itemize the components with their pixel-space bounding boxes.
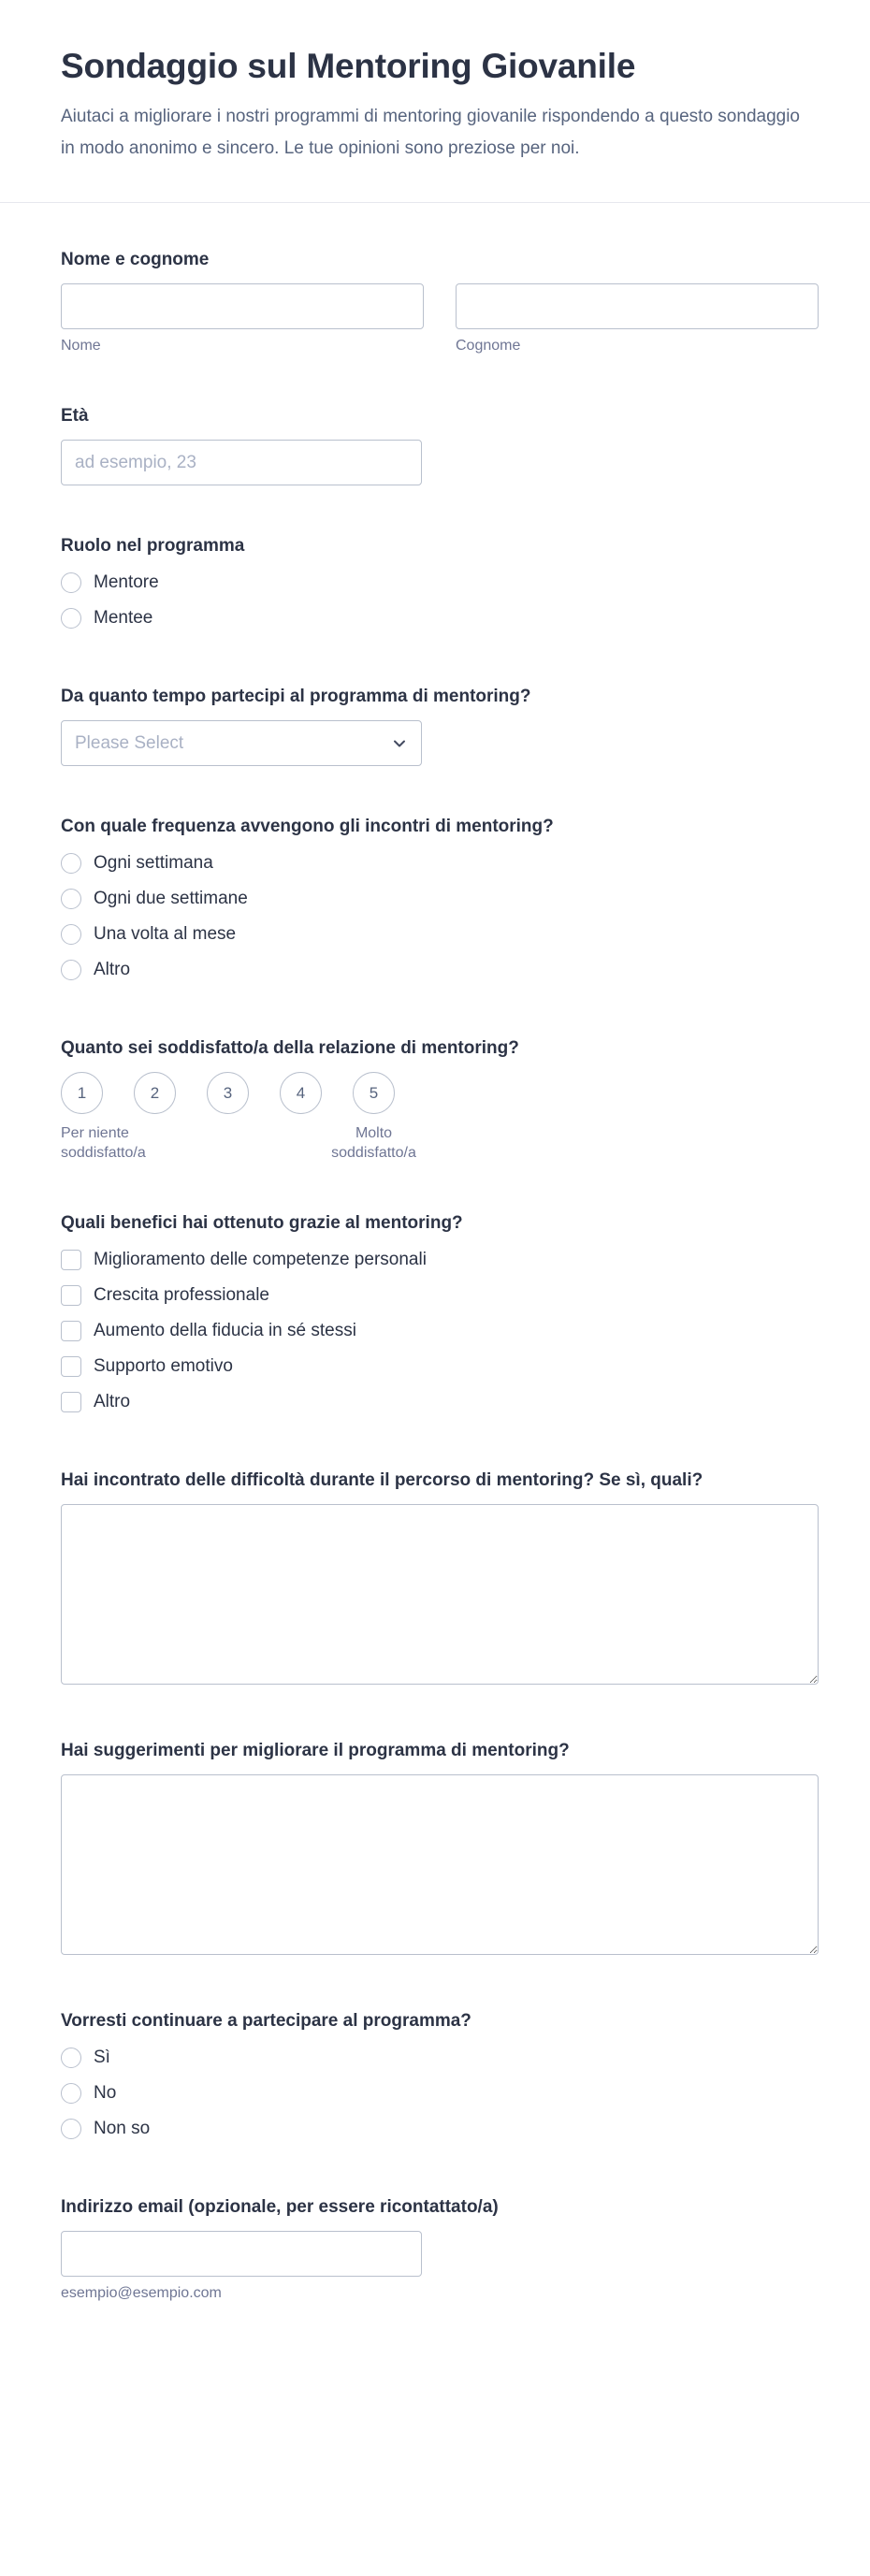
question-label: Nome e cognome — [61, 250, 210, 269]
option-label[interactable]: Altro — [94, 960, 131, 979]
scale-option-3[interactable]: 3 — [207, 1072, 249, 1114]
suggestions-textarea[interactable] — [61, 1774, 819, 1955]
option-label[interactable]: Supporto emotivo — [94, 1356, 233, 1376]
full-name-row — [61, 283, 819, 355]
checkbox-option-miglioramento-competenze[interactable] — [61, 1242, 819, 1278]
scale-max-label: Molto soddisfatto/a — [331, 1125, 416, 1161]
question-label: Hai suggerimenti per migliorare il programma di mentoring? — [61, 1741, 570, 1760]
field-age — [61, 404, 819, 485]
form-title: Sondaggio sul Mentoring Giovanile — [61, 47, 636, 85]
checkbox-icon[interactable] — [61, 1285, 81, 1306]
radio-option-altro[interactable] — [61, 952, 819, 988]
scale-option-2[interactable]: 2 — [134, 1072, 176, 1114]
field-full-name — [61, 248, 819, 355]
radio-icon[interactable] — [61, 2119, 81, 2139]
scale-labels — [61, 1123, 819, 1163]
question-label: Ruolo nel programma — [61, 536, 245, 556]
checkbox-icon[interactable] — [61, 1321, 81, 1341]
radio-option-una-volta-al-mese[interactable] — [61, 917, 819, 952]
checkbox-icon[interactable] — [61, 1392, 81, 1412]
age-input[interactable] — [61, 440, 422, 485]
scale-option-4[interactable]: 4 — [280, 1072, 322, 1114]
field-satisfaction-scale — [61, 1036, 819, 1163]
option-label[interactable]: Mentore — [94, 572, 159, 592]
question-label: Indirizzo email (opzionale, per essere ricontattato/a) — [61, 2197, 499, 2217]
scale-option-1[interactable]: 1 — [61, 1072, 103, 1114]
radio-icon[interactable] — [61, 2083, 81, 2104]
radio-icon[interactable] — [61, 608, 81, 629]
email-sublabel: esempio@esempio.com — [61, 2285, 222, 2301]
difficulties-textarea[interactable] — [61, 1504, 819, 1685]
scale-row — [61, 1072, 819, 1114]
chevron-down-icon[interactable] — [390, 734, 409, 753]
radio-option-ogni-due-settimane[interactable] — [61, 881, 819, 917]
checkbox-icon[interactable] — [61, 1356, 81, 1377]
scale-min-label: Per niente soddisfatto/a — [61, 1125, 146, 1161]
radio-icon[interactable] — [61, 853, 81, 874]
first-name-sublabel: Nome — [61, 338, 101, 354]
option-label[interactable]: Altro — [94, 1392, 131, 1411]
checkbox-option-supporto-emotivo[interactable] — [61, 1349, 819, 1384]
email-input[interactable] — [61, 2231, 422, 2277]
option-label[interactable]: Ogni due settimane — [94, 889, 248, 908]
option-label[interactable]: Una volta al mese — [94, 924, 237, 944]
checkbox-icon[interactable] — [61, 1250, 81, 1270]
field-difficulties — [61, 1469, 819, 1685]
last-name-group — [456, 283, 819, 355]
radio-option-mentore[interactable] — [61, 565, 819, 601]
radio-icon[interactable] — [61, 960, 81, 980]
field-email — [61, 2195, 819, 2303]
last-name-sublabel: Cognome — [456, 338, 521, 354]
radio-option-no[interactable] — [61, 2076, 819, 2111]
field-duration — [61, 685, 819, 766]
checkbox-option-aumento-fiducia[interactable] — [61, 1313, 819, 1349]
form-body — [0, 203, 870, 2576]
select-selected-value: Please Select — [75, 732, 184, 753]
option-label[interactable]: Crescita professionale — [94, 1285, 269, 1305]
option-label[interactable]: Mentee — [94, 608, 153, 628]
form-description: Aiutaci a migliorare i nostri programmi di mentoring giovanile rispondendo a questo sondaggio in modo anonimo e sincero. Le tue opinioni sono preziose per noi. — [61, 107, 800, 158]
question-label: Hai incontrato delle difficoltà durante il percorso di mentoring? Se sì, quali? — [61, 1470, 703, 1490]
radio-icon[interactable] — [61, 889, 81, 909]
option-label[interactable]: Ogni settimana — [94, 853, 213, 873]
radio-icon[interactable] — [61, 572, 81, 593]
checkbox-option-crescita-professionale[interactable] — [61, 1278, 819, 1313]
last-name-input[interactable] — [456, 283, 819, 329]
question-label: Con quale frequenza avvengono gli incontri di mentoring? — [61, 817, 554, 836]
radio-option-non-so[interactable] — [61, 2111, 819, 2147]
duration-select[interactable] — [61, 720, 422, 766]
question-label: Età — [61, 406, 89, 426]
first-name-input[interactable] — [61, 283, 424, 329]
radio-option-si[interactable] — [61, 2040, 819, 2076]
option-label[interactable]: No — [94, 2083, 117, 2103]
field-frequency — [61, 815, 819, 988]
field-suggestions — [61, 1739, 819, 1955]
option-label[interactable]: Non so — [94, 2119, 151, 2138]
radio-option-ogni-settimana[interactable] — [61, 846, 819, 881]
field-role — [61, 534, 819, 636]
first-name-group — [61, 283, 424, 355]
question-label: Quanto sei soddisfatto/a della relazione di mentoring? — [61, 1038, 519, 1058]
option-label[interactable]: Miglioramento delle competenze personali — [94, 1250, 427, 1269]
field-continue-participation — [61, 2009, 819, 2147]
field-benefits — [61, 1211, 819, 1420]
radio-icon[interactable] — [61, 2048, 81, 2068]
question-label: Vorresti continuare a partecipare al programma? — [61, 2011, 471, 2031]
question-label: Da quanto tempo partecipi al programma di mentoring? — [61, 687, 531, 706]
question-label: Quali benefici hai ottenuto grazie al mentoring? — [61, 1213, 463, 1233]
radio-icon[interactable] — [61, 924, 81, 945]
radio-option-mentee[interactable] — [61, 601, 819, 636]
scale-option-5[interactable]: 5 — [353, 1072, 395, 1114]
form-header — [0, 0, 870, 202]
option-label[interactable]: Aumento della fiducia in sé stessi — [94, 1321, 356, 1340]
option-label[interactable]: Sì — [94, 2048, 110, 2067]
checkbox-option-altro[interactable] — [61, 1384, 819, 1420]
